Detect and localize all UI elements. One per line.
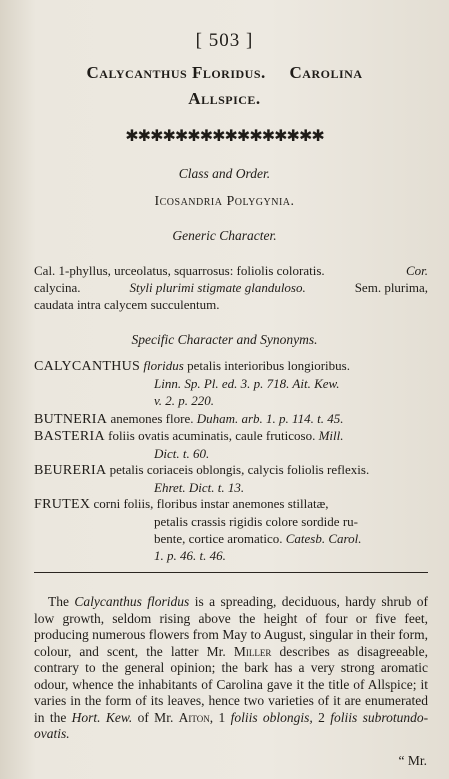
synonym-cont: petalis crassis rigidis colore sordide ru- xyxy=(154,514,358,529)
body-italic: foliis oblongis, xyxy=(230,709,313,725)
generic-line3: caudata intra calycem succulentum. xyxy=(34,297,220,312)
title-line2: Allspice. xyxy=(188,89,261,108)
body-text: 1 xyxy=(218,709,226,725)
synonym-entry xyxy=(34,495,428,564)
synonym-entry xyxy=(34,357,428,409)
page-number: [ 503 ] xyxy=(195,30,254,51)
synonym-cont: Linn. Sp. Pl. ed. 3. p. 718. Ait. Kew. xyxy=(154,376,340,391)
synonym-head: BUTNERIA xyxy=(34,412,108,427)
generic-character xyxy=(34,262,428,313)
class-order-heading: Class and Order. xyxy=(178,166,271,181)
ornament-rule: ✱✱✱✱✱✱✱✱✱✱✱✱✱✱✱✱ xyxy=(125,128,324,145)
synonym-italic: Catesb. Carol. xyxy=(285,531,362,546)
synonym-italic: floridus xyxy=(143,358,184,373)
title-line1-a: Calycanthus Floridus. xyxy=(86,63,266,82)
synonym-head: FRUTEX xyxy=(34,497,91,512)
synonym-italic: Duham. arb. 1. p. 114. t. 45. xyxy=(196,411,344,426)
synonym-text: petalis coriaceis oblongis, calycis foliolis reflexis. xyxy=(109,462,370,477)
synonym-italic: Mill. xyxy=(318,428,344,443)
class-order-value: Icosandria Polygynia. xyxy=(154,194,295,209)
body-text: is a spreading, deciduous, hardy shrub of low growth, seldom rising above the height of four or five feet, producing numerous flowers from May to August, singular in their form, colour, and scent, the latter Mr. xyxy=(34,594,429,659)
synonym-entry xyxy=(34,427,428,462)
title-line1-b: Carolina xyxy=(289,63,363,82)
synonym-cont: 1. p. 46. t. 46. xyxy=(154,548,226,563)
synonym-head: BEURERIA xyxy=(34,463,107,478)
generic-line1-a: Cal. 1-phyllus, urceolatus, squarrosus: foliolis coloratis. xyxy=(34,263,325,278)
generic-line1-b: Cor. xyxy=(405,263,428,278)
synonym-head: CALYCANTHUS xyxy=(34,359,141,374)
description-paragraph xyxy=(34,594,428,743)
body-text: The xyxy=(48,594,69,609)
plant-title xyxy=(0,60,449,112)
body-italic: foliis subrotundo-ovatis. xyxy=(34,709,429,741)
synonym-cont: Dict. t. 60. xyxy=(154,446,210,461)
body-text: 2 xyxy=(318,709,325,725)
synonym-entry xyxy=(34,461,428,496)
generic-line2-b: Styli plurimi stigmate glanduloso. xyxy=(129,280,306,295)
body-text: of Mr. xyxy=(137,709,174,725)
body-italic: Hort. Kew. xyxy=(71,709,133,725)
synonym-head: BASTERIA xyxy=(34,429,105,444)
section-rule xyxy=(34,572,428,573)
specific-heading: Specific Character and Synonyms. xyxy=(131,332,318,347)
synonym-text: petalis interioribus longioribus. xyxy=(187,358,350,373)
synonym-entry xyxy=(34,410,428,428)
synonym-cont: v. 2. p. 220. xyxy=(154,393,215,408)
body-name: Aiton, xyxy=(178,709,214,725)
synonym-text: anemones flore. xyxy=(110,411,194,426)
body-italic: Calycanthus floridus xyxy=(74,594,190,609)
synonym-text: foliis ovatis acuminatis, caule fruticoso. xyxy=(108,428,316,443)
synonym-text: corni foliis, floribus instar anemones stillatæ, xyxy=(93,496,329,511)
generic-heading: Generic Character. xyxy=(172,228,277,243)
generic-line2-c: Sem. plurima, xyxy=(354,280,428,295)
synonym-cont: Ehret. Dict. t. 13. xyxy=(154,480,245,495)
synonym-cont: bente, cortice aromatico. xyxy=(154,531,283,546)
body-name: Miller xyxy=(233,643,272,659)
body-text: describes as disagreeable, contrary to the general opinion; the bark has a very strong aromatic odour, whence the inhabitants of Carolina gave it the title of Allspice; it varies in the form of its leaves, hence two varieties of it are enumerated in the xyxy=(34,643,429,725)
catchword: “ Mr. xyxy=(398,753,427,768)
generic-line2-a: calycina. xyxy=(34,280,81,295)
